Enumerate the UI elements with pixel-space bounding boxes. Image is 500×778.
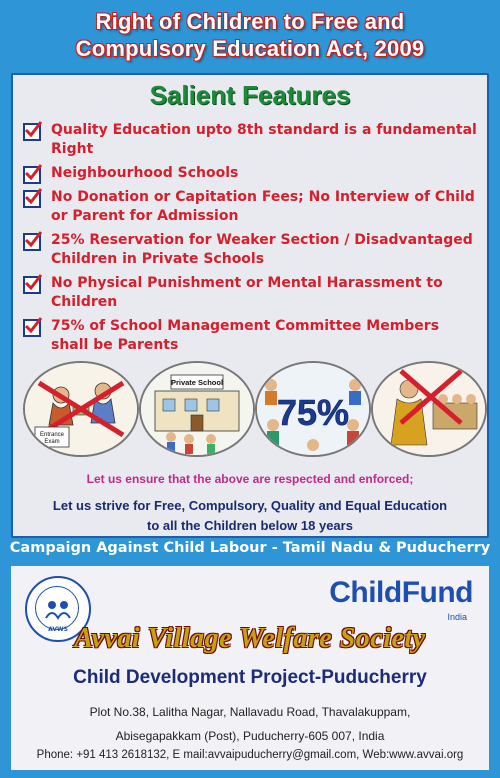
- feature-text: Quality Education upto 8th standard is a fundamental Right: [51, 122, 477, 157]
- feature-item: [21, 121, 481, 159]
- features-panel: [11, 73, 489, 538]
- features-list: [21, 121, 481, 360]
- checkbox-checked-icon: [23, 276, 41, 294]
- campaign-banner: Campaign Against Child Labour - Tamil Nadu & Puducherry: [9, 540, 491, 556]
- childfund-country: India: [447, 612, 467, 622]
- illustration-private-school: [139, 361, 255, 457]
- feature-item: [21, 274, 481, 312]
- checkbox-checked-icon: [23, 166, 41, 184]
- svg-text:Exam: Exam: [44, 439, 60, 445]
- illustration-donation: [23, 361, 139, 457]
- checkbox-checked-icon: [23, 190, 41, 208]
- title-line-1: Right of Children to Free and: [95, 9, 405, 34]
- contact-line: Phone: +91 413 2618132, E mail:avvaipuducherry@gmail.com, Web:www.avvai.org: [36, 749, 464, 761]
- project-name: Child Development Project-Puducherry: [73, 667, 427, 688]
- illustration-no-punishment: [371, 361, 487, 457]
- feature-text: Neighbourhood Schools: [51, 165, 239, 181]
- percent-label: 75%: [276, 392, 350, 433]
- address-line-1: Plot No.38, Lalitha Nagar, Nallavadu Road, Thavalakuppam,: [89, 705, 411, 719]
- feature-text-cont: Children in Private Schools: [51, 251, 265, 267]
- feature-text: No Physical Punishment or Mental Harassment to Children: [51, 275, 443, 310]
- illustration-75-percent: [255, 361, 371, 457]
- respect-enforce-line: Let us ensure that the above are respected and enforced;: [86, 472, 414, 486]
- strive-message: [13, 496, 487, 536]
- feature-text-cont: or Parent for Admission: [51, 208, 239, 224]
- feature-item: [21, 164, 481, 183]
- poster-title: [0, 8, 500, 62]
- feature-item: [21, 231, 481, 269]
- strive-line-2: to all the Children below 18 years: [147, 518, 353, 533]
- society-name: Avvai Village Welfare Society: [74, 623, 426, 654]
- avws-logo-text: AVWS: [48, 626, 68, 633]
- address: [11, 700, 489, 748]
- feature-item: [21, 188, 481, 226]
- checkbox-checked-icon: [23, 233, 41, 251]
- checkbox-checked-icon: [23, 319, 41, 337]
- checkbox-checked-icon: [23, 123, 41, 141]
- strive-line-1: Let us strive for Free, Compulsory, Quality and Equal Education: [52, 498, 448, 513]
- salient-features-heading: Salient Features: [149, 80, 351, 110]
- feature-text-cont: shall be Parents: [51, 337, 179, 353]
- feature-text: 75% of School Management Committee Members: [51, 318, 440, 334]
- feature-text: No Donation or Capitation Fees; No Interview of Child: [51, 189, 475, 205]
- feature-item: [21, 317, 481, 355]
- organisation-footer: [11, 566, 489, 770]
- feature-text: 25% Reservation for Weaker Section / Disadvantaged: [51, 232, 473, 248]
- title-line-2: Compulsory Education Act, 2009: [75, 36, 425, 61]
- svg-text:Private School: Private School: [170, 378, 224, 387]
- illustrations-row: [21, 361, 481, 455]
- svg-text:Entrance: Entrance: [39, 432, 65, 438]
- childfund-logo: ChildFund: [329, 576, 473, 609]
- address-line-2: Abisegapakkam (Post), Puducherry-605 007, India: [115, 729, 385, 743]
